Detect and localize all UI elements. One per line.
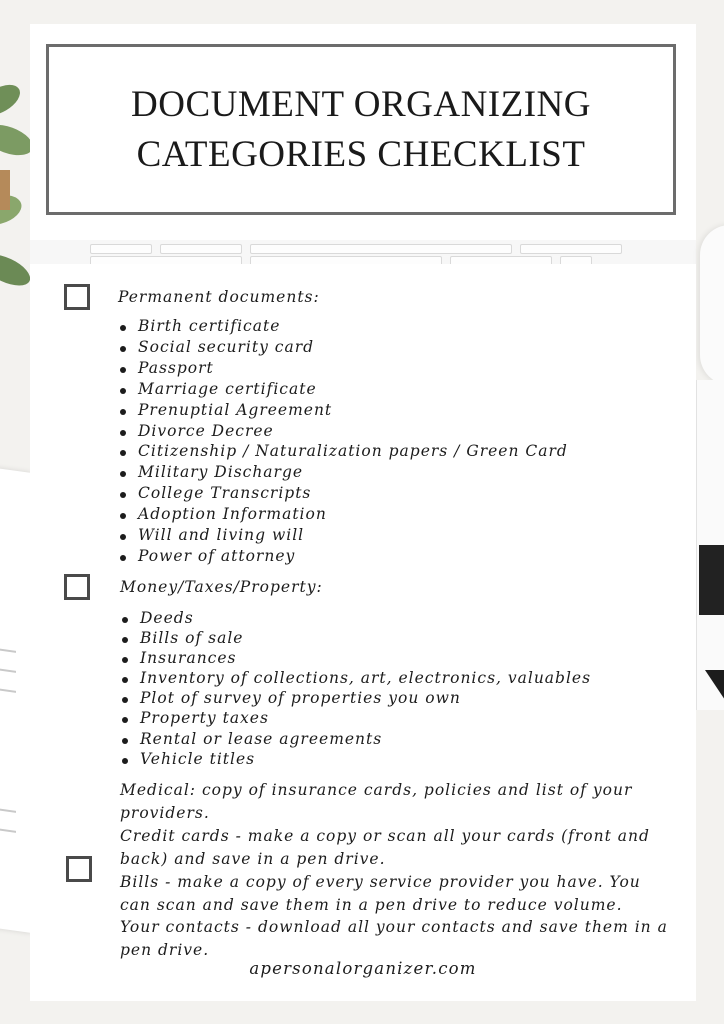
phone-decoration <box>696 380 724 710</box>
list-item: Power of attorney <box>118 546 568 567</box>
list-item: Marriage certificate <box>118 379 568 400</box>
list-item: Adoption Information <box>118 504 568 525</box>
list-item: Divorce Decree <box>118 421 568 442</box>
checkbox-other-documents[interactable] <box>66 856 92 882</box>
checkbox-permanent-documents[interactable] <box>64 284 90 310</box>
permanent-documents-list <box>118 316 568 567</box>
paragraph-contacts: Your contacts - download all your contacts and save them in a pen drive. <box>120 918 668 959</box>
paragraph-bills: Bills - make a copy of every service provider you have. You can scan and save them in a pen drive to reduce volume. <box>120 873 641 914</box>
list-item: Citizenship / Naturalization papers / Green Card <box>118 441 568 462</box>
checklist-card <box>30 264 696 1001</box>
section-heading-money-taxes-property: Money/Taxes/Property: <box>120 578 323 596</box>
list-item: Property taxes <box>120 708 591 728</box>
list-item: Military Discharge <box>118 462 568 483</box>
list-item: Plot of survey of properties you own <box>120 688 591 708</box>
list-item: Vehicle titles <box>120 749 591 769</box>
list-item: Rental or lease agreements <box>120 729 591 749</box>
list-item: Birth certificate <box>118 316 568 337</box>
list-item: College Transcripts <box>118 483 568 504</box>
list-item: Bills of sale <box>120 628 591 648</box>
title-card <box>30 24 696 240</box>
list-item: Social security card <box>118 337 568 358</box>
list-item: Passport <box>118 358 568 379</box>
page-title-line-2: CATEGORIES CHECKLIST <box>136 133 586 175</box>
section-heading-permanent-documents: Permanent documents: <box>118 288 320 306</box>
list-item: Deeds <box>120 608 591 628</box>
money-taxes-property-list <box>120 608 591 769</box>
checkbox-money-taxes-property[interactable] <box>64 574 90 600</box>
paragraph-medical: Medical: copy of insurance cards, policies and list of your providers. <box>120 781 633 822</box>
footer-website: apersonalorganizer.com <box>249 959 477 978</box>
list-item: Will and living will <box>118 525 568 546</box>
list-item: Prenuptial Agreement <box>118 400 568 421</box>
page-title-line-1: DOCUMENT ORGANIZING <box>131 83 591 125</box>
title-frame <box>46 44 676 215</box>
list-item: Insurances <box>120 648 591 668</box>
paper-decoration <box>0 467 30 933</box>
list-item: Inventory of collections, art, electronics, valuables <box>120 668 591 688</box>
cup-decoration <box>700 225 724 385</box>
paragraph-credit-cards: Credit cards - make a copy or scan all your cards (front and back) and save in a pen drive. <box>120 827 650 868</box>
